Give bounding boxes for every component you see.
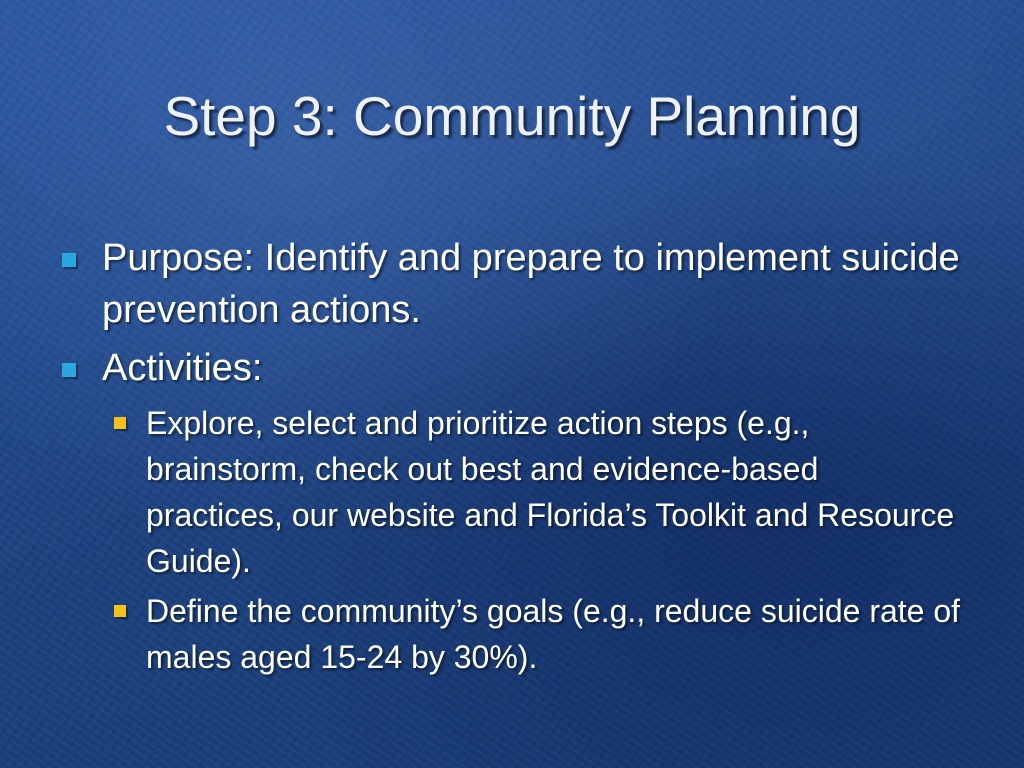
bullet-purpose bbox=[62, 232, 962, 336]
square-bullet-icon bbox=[62, 363, 76, 377]
sub-bullet-goals bbox=[114, 588, 962, 680]
bullet-text: Activities: bbox=[102, 347, 263, 389]
sub-bullet-text: Define the community’s goals (e.g., reduce suicide rate of males aged 15-24 by 30%). bbox=[146, 593, 961, 675]
square-bullet-icon bbox=[62, 253, 76, 267]
bullet-activities bbox=[62, 342, 962, 394]
sub-bullet-text: Explore, select and prioritize action steps (e.g., brainstorm, check out best and evidence-based practices, our website and Florida’s Toolkit and Resource Guide). bbox=[146, 405, 955, 579]
slide-title: Step 3: Community Planning bbox=[163, 85, 861, 147]
bullet-text: Purpose: Identify and prepare to implement suicide prevention actions. bbox=[102, 237, 960, 331]
square-bullet-icon bbox=[114, 605, 126, 617]
square-bullet-icon bbox=[114, 417, 126, 429]
sub-bullet-explore bbox=[114, 400, 962, 584]
slide-body bbox=[62, 232, 962, 684]
